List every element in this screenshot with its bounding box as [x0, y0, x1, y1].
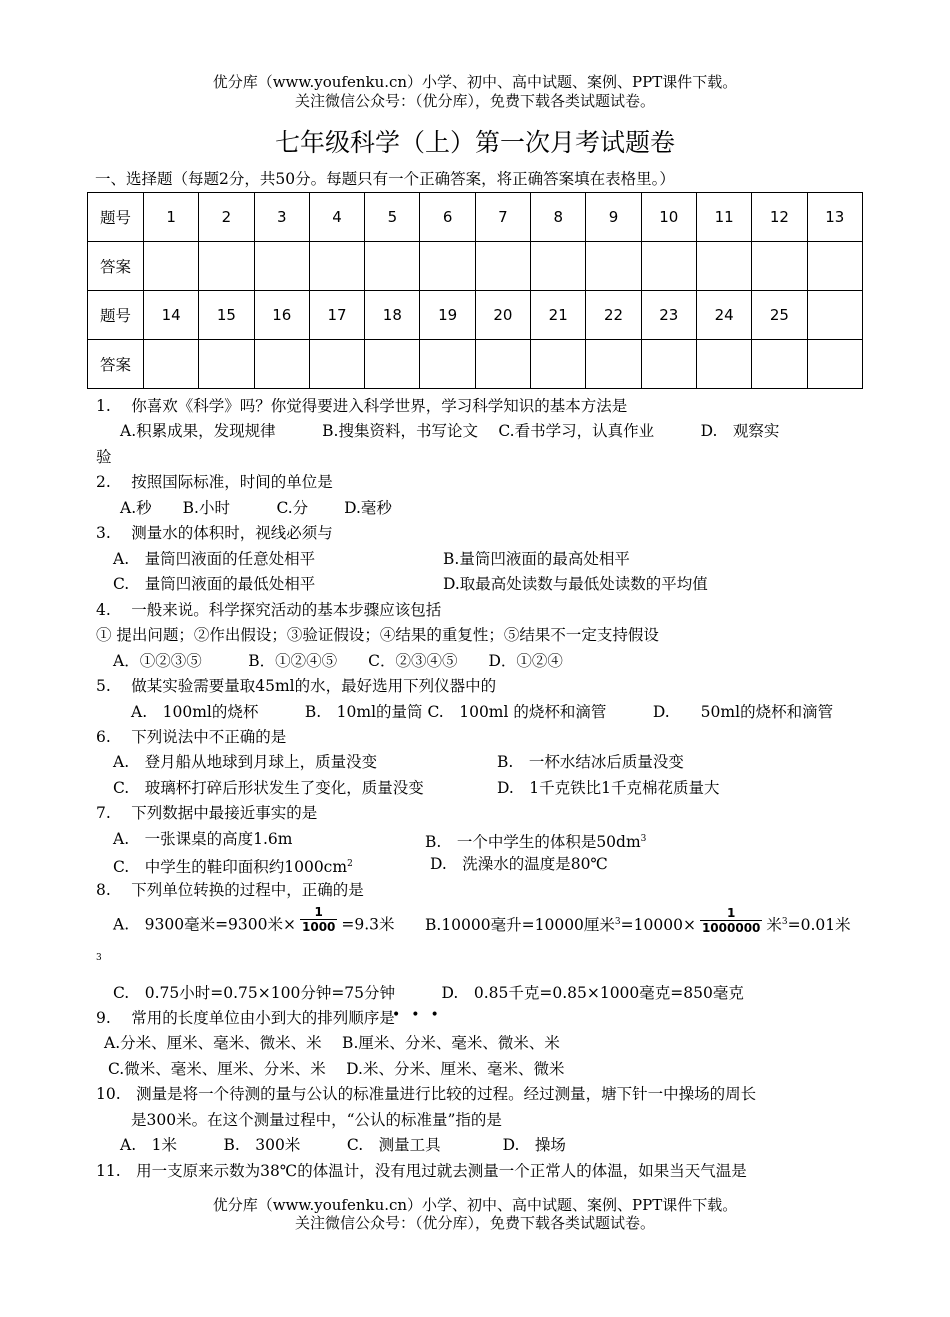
answer-cell: [309, 242, 364, 291]
question-9-options-cd: C.微米、毫米、厘米、分米、米 D.米、分米、厘米、毫米、微米: [108, 1060, 565, 1078]
question-number-cell: 19: [420, 291, 475, 340]
fraction: [300, 905, 337, 934]
superscript: 3: [640, 834, 647, 844]
answer-cell: [254, 242, 309, 291]
answer-cell: [309, 340, 364, 389]
header-line-2: 关注微信公众号：（优分库），免费下载各类试题试卷。: [294, 92, 655, 110]
answer-cell: [752, 340, 807, 389]
answer-table: [87, 192, 863, 389]
question-9: [96, 1007, 950, 1029]
question-number-cell: 13: [807, 193, 862, 242]
question-number-cell: 18: [365, 291, 420, 340]
question-3-option-a: A. 量筒凹液面的任意处相平: [113, 550, 316, 568]
question-3-option-b: B.量筒凹液面的最高处相平: [443, 550, 630, 568]
question-7-option-a: A. 一张课桌的高度1.6m: [113, 830, 293, 848]
number-label: 题号: [88, 291, 144, 340]
question-number-cell: 24: [696, 291, 751, 340]
question-8-option-b-wrap-superscript: 3: [96, 953, 102, 963]
question-number-cell: 11: [696, 193, 751, 242]
question-number-cell: [807, 291, 862, 340]
answer-cell: [199, 340, 254, 389]
question-number-cell: 3: [254, 193, 309, 242]
question-8-option-a: [113, 905, 395, 940]
question-4-steps: ① 提出问题；②作出假设；③验证假设；④结果的重复性；⑤结果不一定支持假设: [96, 626, 659, 644]
number-label: 题号: [88, 193, 144, 242]
denominator: 1000000: [701, 920, 761, 935]
answer-label: 答案: [88, 340, 144, 389]
question-6-option-b: B. 一杯水结冰后质量没变: [497, 753, 684, 771]
question-7-option-c: [113, 853, 353, 878]
question-number-cell: 20: [475, 291, 530, 340]
question-4-options: A．①②③⑤ B．①②④⑤ C．②③④⑤ D．①②④: [113, 652, 563, 670]
answer-cell: [641, 242, 696, 291]
answer-cell: [531, 242, 586, 291]
question-10-continued: 是300米。在这个测量过程中，“公认的标准量”指的是: [131, 1111, 502, 1129]
superscript: 2: [347, 859, 353, 869]
question-3-option-c: C. 量筒凹液面的最低处相平: [113, 575, 316, 593]
question-6-option-a: A. 登月船从地球到月球上，质量没变: [113, 753, 378, 771]
question-number-row-1: [88, 193, 863, 242]
question-number-cell: 6: [420, 193, 475, 242]
option-b-text: B. 一个中学生的体积是50dm: [425, 833, 641, 852]
question-number-cell: 15: [199, 291, 254, 340]
question-number-cell: 2: [199, 193, 254, 242]
answer-cell: [420, 340, 475, 389]
option-b-text-3: 米: [766, 916, 782, 935]
question-6: 6. 下列说法中不正确的是: [96, 728, 287, 746]
question-number-cell: 17: [309, 291, 364, 340]
question-number-cell: 23: [641, 291, 696, 340]
answer-cell: [586, 340, 641, 389]
fraction: [700, 906, 762, 935]
question-11: 11. 用一支原来示数为38℃的体温计，没有甩过就去测量一个正常人的体温，如果当天气温是: [96, 1162, 747, 1180]
section-heading: 一、选择题（每题2分，共50分。每题只有一个正确答案，将正确答案填在表格里。）: [95, 170, 675, 188]
question-3-option-d: D.取最高处读数与最低处读数的平均值: [443, 575, 708, 593]
superscript: 3: [781, 917, 788, 927]
question-number-cell: 1: [144, 193, 199, 242]
answer-cell: [144, 340, 199, 389]
question-number-cell: 8: [531, 193, 586, 242]
question-8: 8. 下列单位转换的过程中，正确的是: [96, 881, 364, 899]
answer-cell: [752, 242, 807, 291]
answer-cell: [586, 242, 641, 291]
answer-cell: [144, 242, 199, 291]
question-number-cell: 21: [531, 291, 586, 340]
numerator: 1: [314, 905, 323, 919]
question-number-cell: 16: [254, 291, 309, 340]
question-number-cell: 9: [586, 193, 641, 242]
question-number-cell: 12: [752, 193, 807, 242]
header-line-1: 优分库（www.youfenku.cn）小学、初中、高中试题、案例、PPT课件下载。: [212, 73, 738, 91]
question-number-cell: 22: [586, 291, 641, 340]
footer-line-2: 关注微信公众号：（优分库），免费下载各类试题试卷。: [294, 1214, 655, 1232]
question-number-cell: 4: [309, 193, 364, 242]
question-7: 7. 下列数据中最接近事实的是: [96, 804, 318, 822]
answer-cell: [475, 242, 530, 291]
question-10-options: A. 1米 B. 300米 C. 测量工具 D. 操场: [120, 1136, 566, 1154]
question-number-cell: 7: [475, 193, 530, 242]
page-title: 七年级科学（上）第一次月考试题卷: [274, 128, 675, 157]
question-3: 3. 测量水的体积时，视线必须与: [96, 524, 333, 542]
question-2-options: A.秒 B.小时 C.分 D.毫秒: [120, 499, 392, 517]
question-8-options-cd: C. 0.75小时=0.75×100分钟=75分钟 D. 0.85千克=0.85×1000毫克=850毫克: [113, 984, 744, 1002]
answer-cell: [696, 340, 751, 389]
question-10: 10. 测量是将一个待测的量与公认的标准量进行比较的过程。经过测量，塘下针一中操场的周长: [96, 1085, 757, 1103]
superscript: 3: [614, 917, 621, 927]
emphasis-dots: •••: [392, 1007, 450, 1023]
question-number-cell: 25: [752, 291, 807, 340]
question-5: 5. 做某实验需要量取45ml的水，最好选用下列仪器中的: [96, 677, 497, 695]
answer-cell: [420, 242, 475, 291]
question-1-continued: 验: [96, 448, 112, 466]
answer-cell: [641, 340, 696, 389]
answer-cell: [807, 340, 862, 389]
answer-cell: [696, 242, 751, 291]
answer-label: 答案: [88, 242, 144, 291]
answer-row-1: [88, 242, 863, 291]
question-1: 1. 你喜欢《科学》吗？你觉得要进入科学世界，学习科学知识的基本方法是: [96, 397, 628, 415]
option-b-text-1: B.10000毫升=10000厘米: [425, 916, 615, 935]
question-9-options-ab: A.分米、厘米、毫米、微米、米 B.厘米、分米、毫米、微米、米: [104, 1034, 560, 1052]
question-number-cell: 5: [365, 193, 420, 242]
answer-cell: [475, 340, 530, 389]
answer-cell: [254, 340, 309, 389]
question-7-option-d: D. 洗澡水的温度是80℃: [430, 855, 608, 873]
question-6-option-c: C. 玻璃杯打碎后形状发生了变化，质量没变: [113, 779, 424, 797]
option-a-text-2: =9.3米: [341, 915, 395, 934]
question-1-options: A.积累成果，发现规律 B.搜集资料，书写论文 C.看书学习，认真作业 D. 观察实: [120, 422, 780, 440]
answer-cell: [199, 242, 254, 291]
option-c-text: C. 中学生的鞋印面积约1000cm: [113, 858, 348, 877]
answer-cell: [365, 340, 420, 389]
question-number-cell: 14: [144, 291, 199, 340]
question-4: 4. 一般来说。科学探究活动的基本步骤应该包括: [96, 601, 442, 619]
question-5-options: A. 100ml的烧杯 B. 10ml的量筒 C. 100ml 的烧杯和滴管 D. 50ml的烧杯和滴管: [131, 703, 834, 721]
option-b-text-4: =0.01米: [787, 916, 851, 935]
answer-cell: [531, 340, 586, 389]
question-6-option-d: D. 1千克铁比1千克棉花质量大: [497, 779, 720, 797]
footer-line-1: 优分库（www.youfenku.cn）小学、初中、高中试题、案例、PPT课件下载。: [212, 1196, 738, 1214]
question-7-option-b: [425, 828, 646, 853]
question-2: 2. 按照国际标准，时间的单位是: [96, 473, 333, 491]
numerator: 1: [727, 905, 736, 920]
denominator: 1000: [302, 920, 336, 934]
answer-cell: [807, 242, 862, 291]
option-b-text-2: =10000×: [620, 916, 696, 935]
question-number-cell: 10: [641, 193, 696, 242]
option-a-text-1: A. 9300毫米=9300米×: [113, 915, 296, 934]
question-number-row-2: [88, 291, 863, 340]
question-9-text: 9. 常用的长度单位由小到大的排列顺序是: [96, 1009, 395, 1027]
question-8-option-b: [425, 905, 851, 941]
answer-cell: [365, 242, 420, 291]
answer-row-2: [88, 340, 863, 389]
